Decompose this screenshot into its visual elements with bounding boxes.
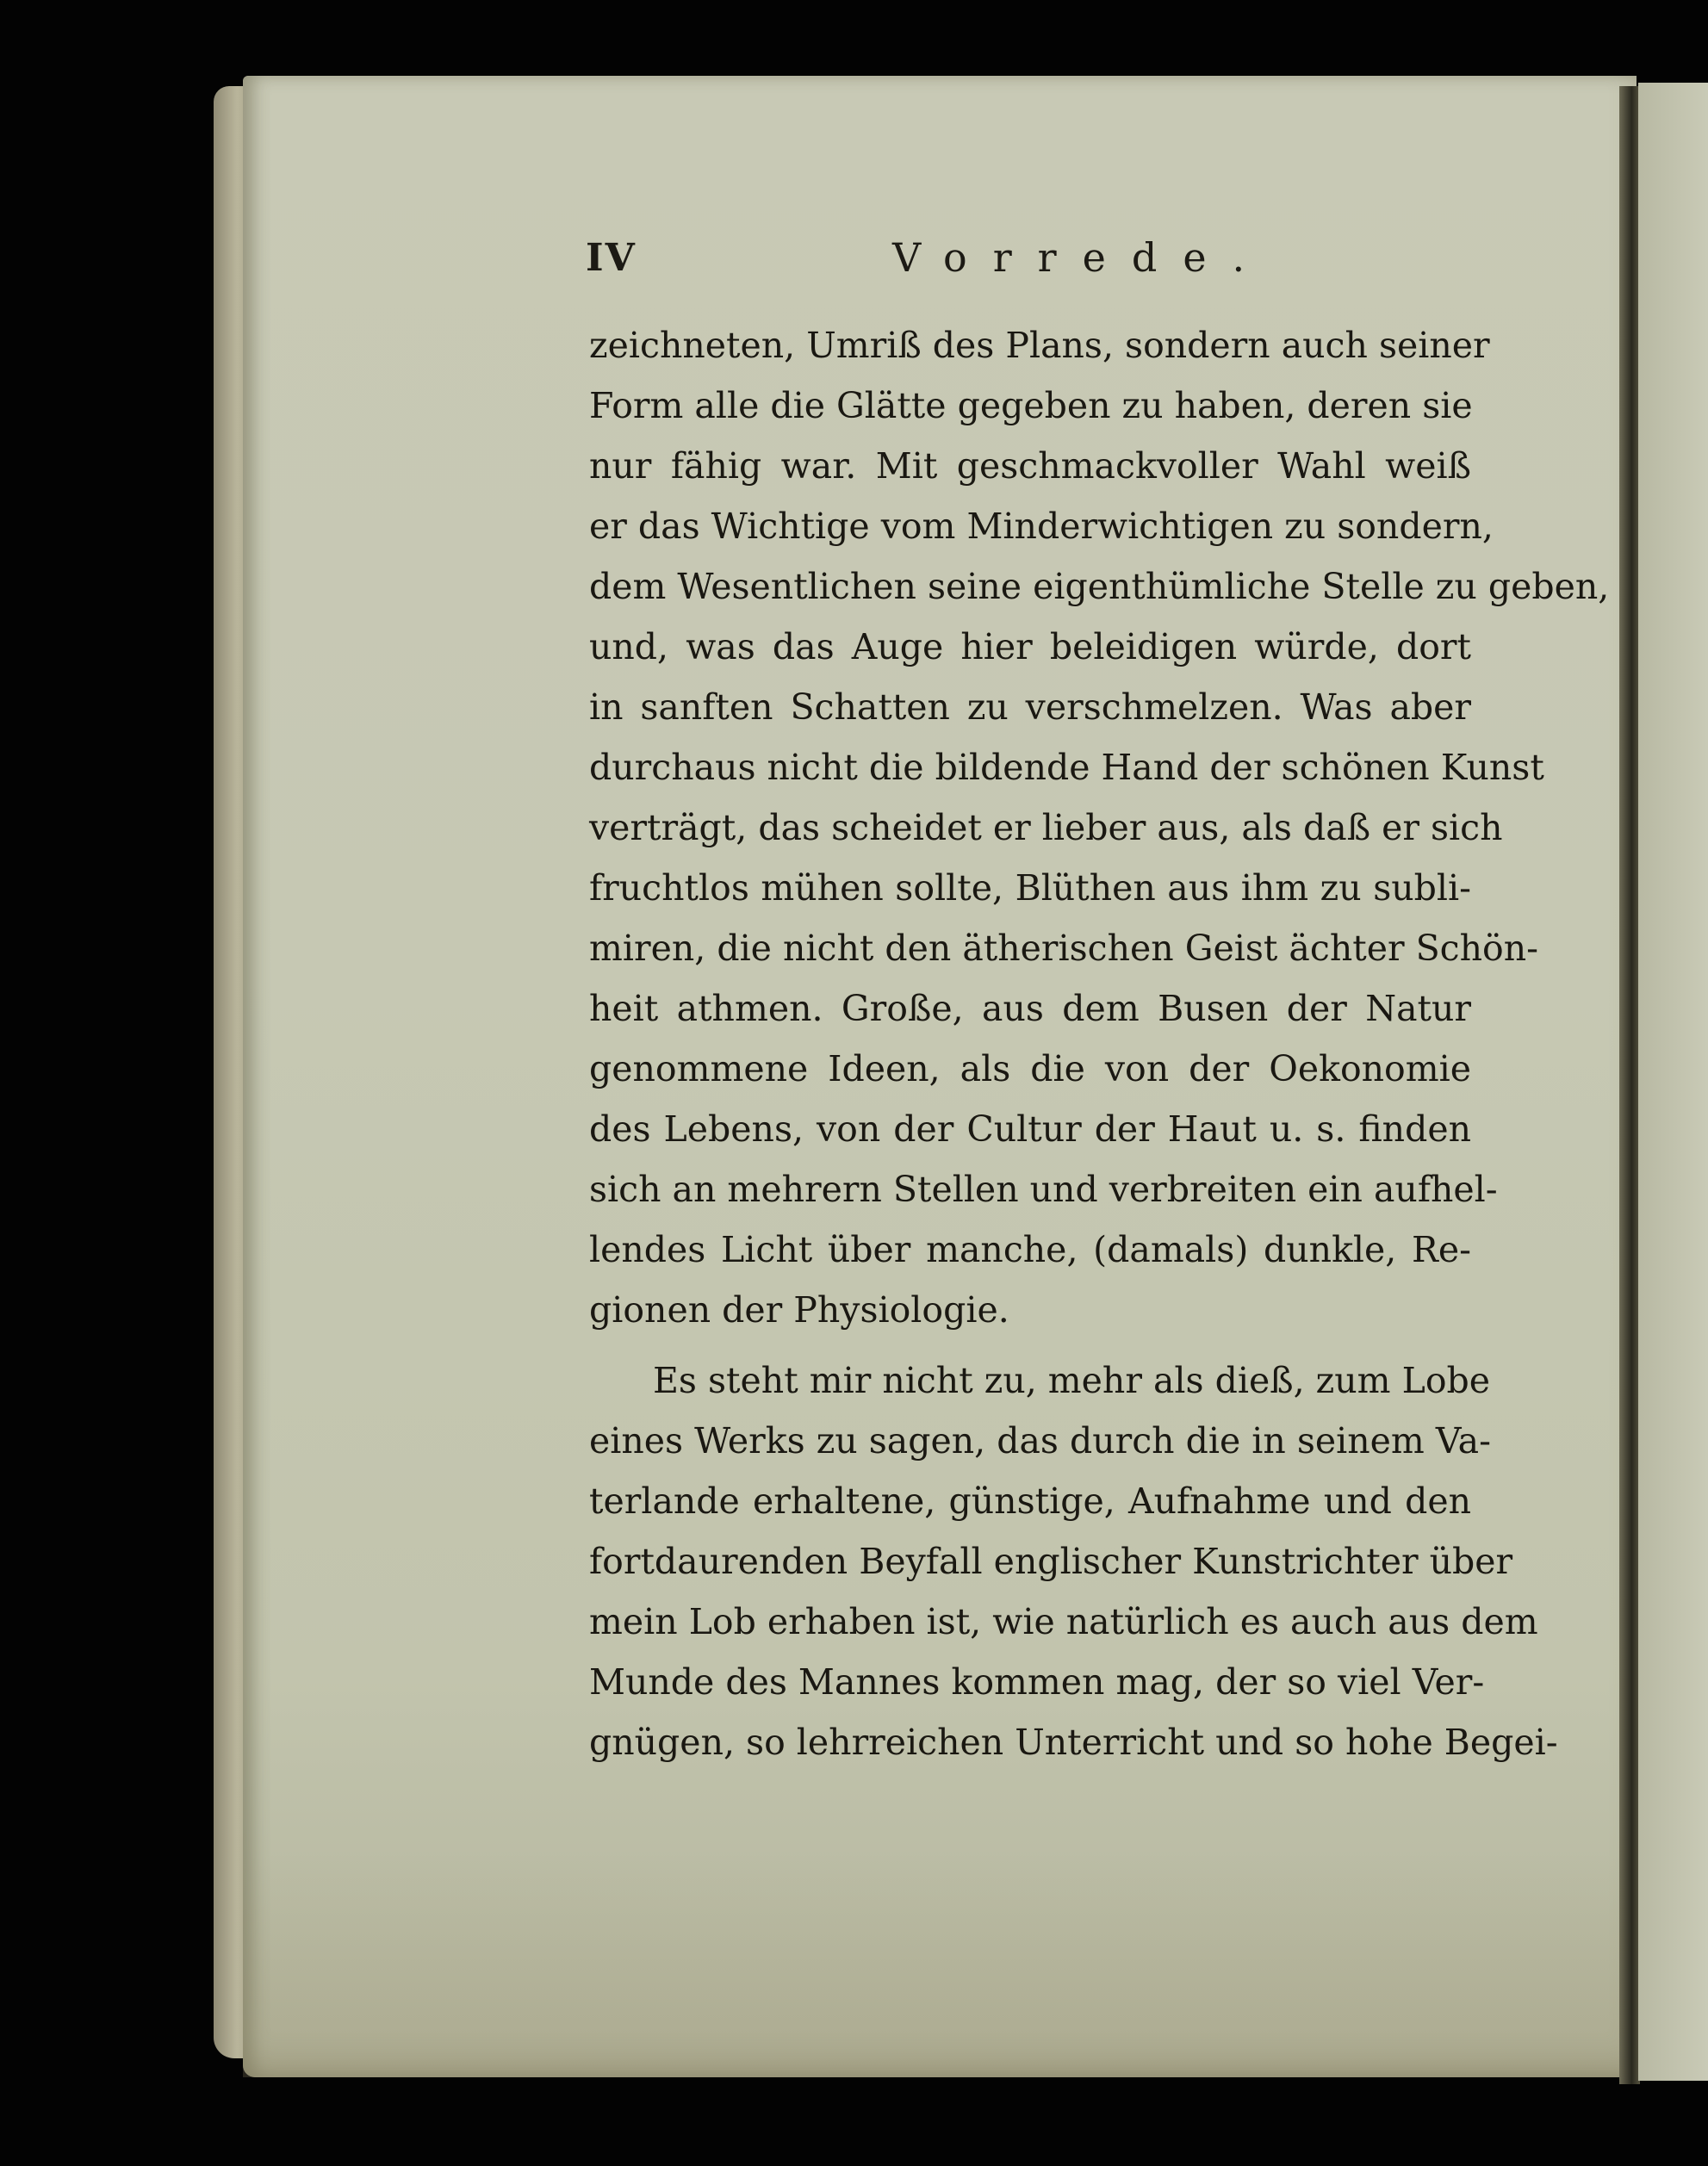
text-line: genommene Ideen, als die von der Oekonomie <box>589 1048 1471 1089</box>
text-line: dem Wesentlichen seine eigenthümliche Stelle zu geben, <box>589 566 1610 607</box>
text-line: gionen der Physiologie. <box>589 1289 1009 1331</box>
book-gutter <box>1619 86 1640 2084</box>
text-line: zeichneten, Umriß des Plans, sondern auch seiner <box>589 325 1490 366</box>
text-line: sich an mehrern Stellen und verbreiten ein aufhel- <box>589 1169 1498 1210</box>
text-line: er das Wichtige vom Minderwichtigen zu sondern, <box>589 506 1494 547</box>
page-header <box>586 231 1481 291</box>
text-line: terlande erhaltene, günstige, Aufnahme und den <box>589 1480 1471 1522</box>
text-line: eines Werks zu sagen, das durch die in seinem Va- <box>589 1420 1491 1462</box>
text-line: fruchtlos mühen sollte, Blüthen aus ihm zu subli- <box>589 867 1471 909</box>
page-number: IV <box>586 236 637 280</box>
text-line: durchaus nicht die bildende Hand der schönen Kunst <box>589 747 1544 788</box>
text-line: Form alle die Glätte gegeben zu haben, deren sie <box>589 385 1473 426</box>
paper-stain <box>243 1853 1637 2077</box>
paragraph-1 <box>589 315 1610 1340</box>
text-line: miren, die nicht den ätherischen Geist ächter Schön- <box>589 928 1538 969</box>
text-line: nur fähig war. Mit geschmackvoller Wahl weiß <box>589 445 1471 487</box>
paragraph-2 <box>589 1350 1558 1772</box>
text-line: Es steht mir nicht zu, mehr als dieß, zum Lobe <box>653 1360 1491 1401</box>
text-line: heit athmen. Große, aus dem Busen der Natur <box>589 988 1471 1029</box>
text-line: mein Lob erhaben ist, wie natürlich es auch aus dem <box>589 1601 1538 1642</box>
paragraph-gap <box>589 1340 1471 1350</box>
text-line: und, was das Auge hier beleidigen würde, dort <box>589 626 1471 667</box>
text-line: verträgt, das scheidet er lieber aus, als daß er sich <box>589 807 1503 848</box>
text-line: fortdaurenden Beyfall englischer Kunstrichter über <box>589 1541 1513 1582</box>
text-line: Munde des Mannes kommen mag, der so viel Ver- <box>589 1661 1485 1703</box>
text-line: lendes Licht über manche, (damals) dunkle, Re- <box>589 1229 1471 1270</box>
text-line: des Lebens, von der Cultur der Haut u. s. finden <box>589 1108 1471 1150</box>
running-title: Vorrede. <box>892 234 1271 281</box>
text-line: gnügen, so lehrreichen Unterricht und so hohe Begei- <box>589 1722 1558 1763</box>
text-line: in sanften Schatten zu verschmelzen. Was aber <box>589 686 1471 728</box>
body-text <box>589 315 1610 1772</box>
facing-page-edge <box>1638 83 1708 2081</box>
